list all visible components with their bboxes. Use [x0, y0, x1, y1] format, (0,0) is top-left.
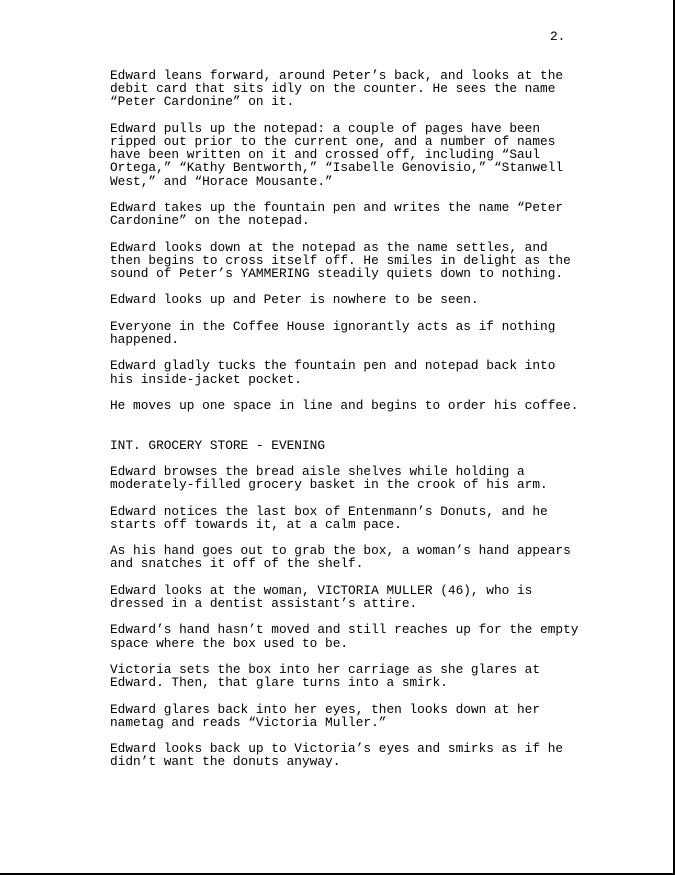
- action-paragraph: Edward looks down at the notepad as the name settles, and then begins to cross itself off. He smiles in delight as the sound of Peter’s YAMMERING steadily quiets down to nothing.: [110, 239, 571, 281]
- action-paragraph: As his hand goes out to grab the box, a woman’s hand appears and snatches it off of the shelf.: [110, 543, 571, 572]
- action-paragraph: Edward notices the last box of Entenmann’s Donuts, and he starts off towards it, at a calm pace.: [110, 503, 548, 532]
- action-paragraph: Edward takes up the fountain pen and writes the name “Peter Cardonine” on the notepad.: [110, 200, 564, 229]
- page-number: 2.: [550, 29, 566, 44]
- action-paragraph: He moves up one space in line and begins to order his coffee.: [110, 397, 579, 413]
- scene-heading: INT. GROCERY STORE - EVENING: [110, 437, 326, 453]
- action-paragraph: Everyone in the Coffee House ignorantly acts as if nothing happened.: [110, 318, 556, 347]
- action-paragraph: Edward browses the bread aisle shelves while holding a moderately-filled grocery basket in the crook of his arm.: [110, 463, 548, 493]
- action-paragraph: Edward pulls up the notepad: a couple of pages have been ripped out prior to the current one, and a number of names have been written on it and crossed off, including “Saul Ortega,” “Kathy Bentworth,” “Isabelle Genovisio,” “Stanwell West,” and “Horace Mousante.”: [110, 120, 564, 189]
- action-paragraph: Edward looks at the woman, VICTORIA MULLER (46), who is dressed in a dentist assistant’s attire.: [110, 582, 533, 611]
- script-body: [110, 69, 590, 782]
- action-paragraph: Edward looks up and Peter is nowhere to be seen.: [110, 292, 479, 308]
- action-paragraph: Victoria sets the box into her carriage as she glares at Edward. Then, that glare turns into a smirk.: [110, 661, 541, 691]
- action-paragraph: Edward looks back up to Victoria’s eyes and smirks as if he didn’t want the donuts anyway.: [110, 741, 564, 770]
- action-paragraph: Edward glares back into her eyes, then looks down at her nametag and reads “Victoria Muller.”: [110, 701, 541, 730]
- action-paragraph: Edward gladly tucks the fountain pen and notepad back into his inside-jacket pocket.: [110, 358, 556, 387]
- action-paragraph: Edward leans forward, around Peter’s back, and looks at the debit card that sits idly on the counter. He sees the name “Peter Cardonine” on it.: [110, 68, 564, 110]
- action-paragraph: Edward’s hand hasn’t moved and still reaches up for the empty space where the box used to be.: [110, 622, 579, 651]
